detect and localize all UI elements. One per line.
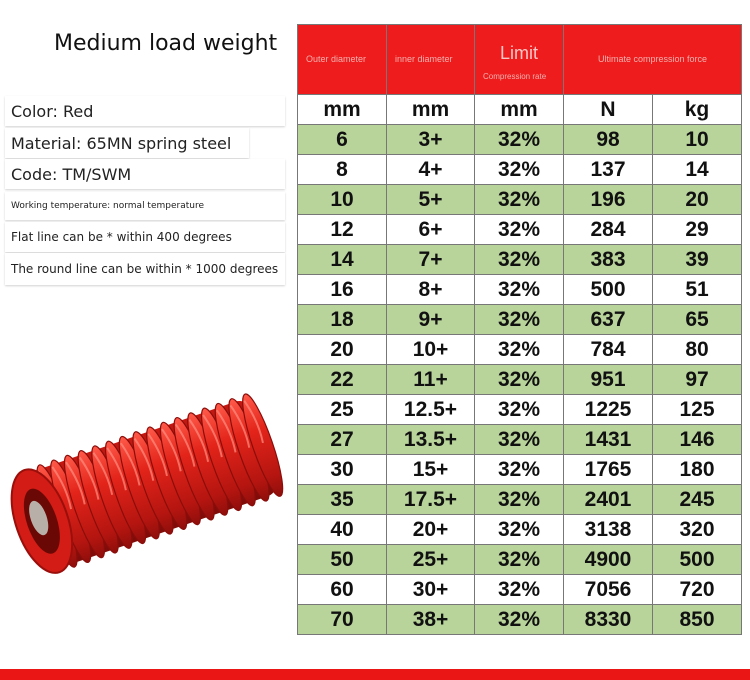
table-cell: 38+ <box>387 605 475 635</box>
table-row <box>298 485 742 515</box>
table-cell: 8 <box>298 155 387 185</box>
table-row <box>298 245 742 275</box>
table-cell: 284 <box>564 215 653 245</box>
table-row <box>298 605 742 635</box>
table-cell: 14 <box>653 155 742 185</box>
table-cell: 32% <box>475 575 564 605</box>
table-cell: 97 <box>653 365 742 395</box>
table-cell: 20+ <box>387 515 475 545</box>
table-cell: 383 <box>564 245 653 275</box>
table-cell: 65 <box>653 305 742 335</box>
red-spring-image <box>0 370 300 600</box>
table-cell: 32% <box>475 275 564 305</box>
table-cell: 125 <box>653 395 742 425</box>
table-cell: 32% <box>475 245 564 275</box>
table-cell: 500 <box>564 275 653 305</box>
table-cell: 20 <box>653 185 742 215</box>
table-cell: 245 <box>653 485 742 515</box>
table-row <box>298 455 742 485</box>
table-cell: 6+ <box>387 215 475 245</box>
table-cell: 7056 <box>564 575 653 605</box>
header-limit-subtitle: Compression rate <box>483 72 547 81</box>
table-cell: 17.5+ <box>387 485 475 515</box>
spring-spec-table <box>297 24 742 635</box>
spec-flat-line: Flat line can be * within 400 degrees <box>5 222 285 252</box>
table-cell: 32% <box>475 545 564 575</box>
table-cell: 137 <box>564 155 653 185</box>
table-cell: 1765 <box>564 455 653 485</box>
table-cell: 9+ <box>387 305 475 335</box>
table-cell: 32% <box>475 395 564 425</box>
table-cell: 32% <box>475 365 564 395</box>
table-cell: 25+ <box>387 545 475 575</box>
table-cell: 30 <box>298 455 387 485</box>
bottom-red-bar <box>0 669 750 680</box>
table-cell: 196 <box>564 185 653 215</box>
table-cell: 29 <box>653 215 742 245</box>
table-cell: 12.5+ <box>387 395 475 425</box>
table-cell: 180 <box>653 455 742 485</box>
unit-cell: mm <box>475 95 564 125</box>
table-row <box>298 155 742 185</box>
table-cell: 6 <box>298 125 387 155</box>
table-cell: 20 <box>298 335 387 365</box>
table-cell: 15+ <box>387 455 475 485</box>
table-cell: 50 <box>298 545 387 575</box>
table-cell: 3138 <box>564 515 653 545</box>
product-title: Medium load weight <box>54 31 278 56</box>
table-cell: 14 <box>298 245 387 275</box>
table-cell: 32% <box>475 425 564 455</box>
table-cell: 40 <box>298 515 387 545</box>
spec-working-temperature: Working temperature: normal temperature <box>5 192 285 220</box>
table-row <box>298 515 742 545</box>
table-cell: 32% <box>475 305 564 335</box>
table-cell: 500 <box>653 545 742 575</box>
unit-cell: mm <box>298 95 387 125</box>
table-cell: 8330 <box>564 605 653 635</box>
table-row <box>298 215 742 245</box>
table-cell: 720 <box>653 575 742 605</box>
header-limit <box>475 25 564 95</box>
table-cell: 32% <box>475 185 564 215</box>
table-cell: 951 <box>564 365 653 395</box>
table-row <box>298 125 742 155</box>
table-cell: 850 <box>653 605 742 635</box>
table-cell: 5+ <box>387 185 475 215</box>
table-cell: 16 <box>298 275 387 305</box>
table-cell: 12 <box>298 215 387 245</box>
table-cell: 320 <box>653 515 742 545</box>
unit-cell: kg <box>653 95 742 125</box>
table-row <box>298 575 742 605</box>
table-cell: 32% <box>475 455 564 485</box>
header-limit-title: Limit <box>499 43 538 63</box>
table-header-row <box>298 25 742 95</box>
table-cell: 30+ <box>387 575 475 605</box>
table-cell: 4900 <box>564 545 653 575</box>
table-cell: 13.5+ <box>387 425 475 455</box>
unit-cell: N <box>564 95 653 125</box>
table-cell: 32% <box>475 125 564 155</box>
table-row <box>298 545 742 575</box>
table-cell: 10+ <box>387 335 475 365</box>
table-cell: 8+ <box>387 275 475 305</box>
table-cell: 22 <box>298 365 387 395</box>
table-row <box>298 425 742 455</box>
units-row <box>298 95 742 125</box>
table-cell: 98 <box>564 125 653 155</box>
table-cell: 4+ <box>387 155 475 185</box>
product-info-panel <box>0 0 296 680</box>
table-cell: 32% <box>475 335 564 365</box>
spec-code: Code: TM/SWM <box>5 159 285 189</box>
spec-material: Material: 65MN spring steel <box>5 128 249 158</box>
table-cell: 60 <box>298 575 387 605</box>
table-row <box>298 395 742 425</box>
table-cell: 2401 <box>564 485 653 515</box>
table-cell: 32% <box>475 485 564 515</box>
table-cell: 784 <box>564 335 653 365</box>
table-cell: 27 <box>298 425 387 455</box>
table-cell: 11+ <box>387 365 475 395</box>
table-cell: 51 <box>653 275 742 305</box>
table-row <box>298 185 742 215</box>
spec-color: Color: Red <box>5 96 285 126</box>
table-cell: 32% <box>475 215 564 245</box>
table-row <box>298 305 742 335</box>
table-cell: 70 <box>298 605 387 635</box>
table-cell: 32% <box>475 515 564 545</box>
table-cell: 637 <box>564 305 653 335</box>
table-cell: 10 <box>653 125 742 155</box>
table-cell: 80 <box>653 335 742 365</box>
table-cell: 18 <box>298 305 387 335</box>
table-cell: 3+ <box>387 125 475 155</box>
table-cell: 1431 <box>564 425 653 455</box>
header-ultimate-force: Ultimate compression force <box>564 25 742 95</box>
table-cell: 32% <box>475 155 564 185</box>
unit-cell: mm <box>387 95 475 125</box>
table-cell: 146 <box>653 425 742 455</box>
table-cell: 7+ <box>387 245 475 275</box>
table-cell: 10 <box>298 185 387 215</box>
header-outer-diameter: Outer diameter <box>298 25 387 95</box>
table-row <box>298 275 742 305</box>
table-cell: 39 <box>653 245 742 275</box>
table-cell: 25 <box>298 395 387 425</box>
table-cell: 35 <box>298 485 387 515</box>
table-row <box>298 335 742 365</box>
table-cell: 32% <box>475 605 564 635</box>
header-inner-diameter: inner diameter <box>387 25 475 95</box>
spec-round-line: The round line can be within * 1000 degrees <box>5 253 285 285</box>
table-cell: 1225 <box>564 395 653 425</box>
table-row <box>298 365 742 395</box>
